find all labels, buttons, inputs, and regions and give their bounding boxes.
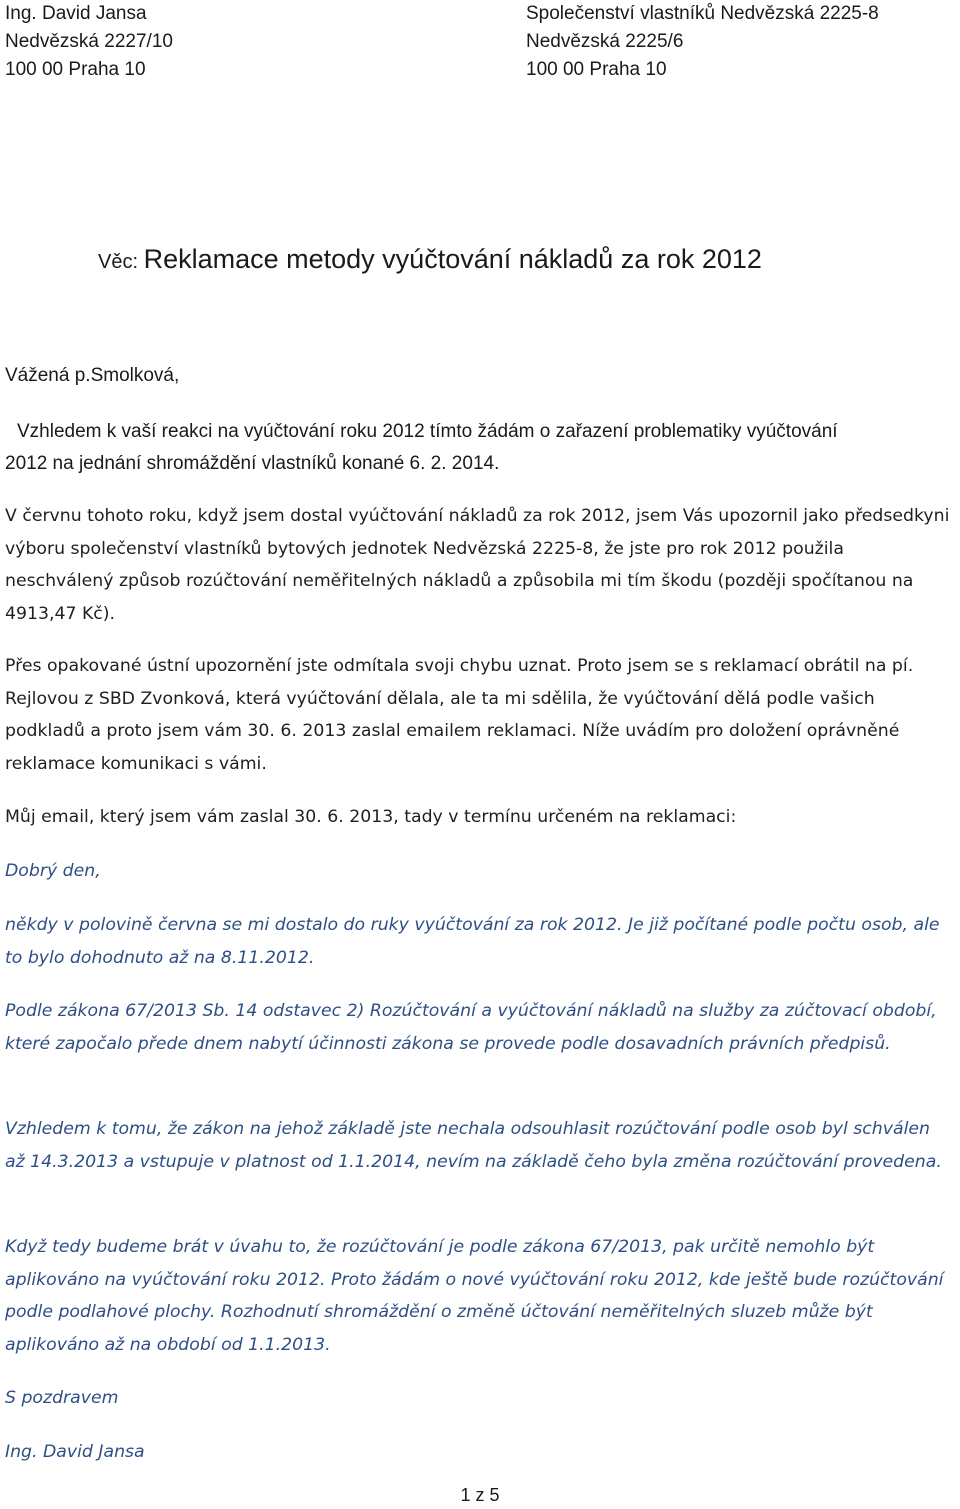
subject-line — [98, 244, 762, 275]
email-salutation: Dobrý den, — [5, 861, 101, 881]
paragraph-june-notice: V červnu tohoto roku, když jsem dostal vyúčtování nákladů za rok 2012, jsem Vás upozornil jako předsedkyni výboru společenství vlastníků bytových jednotek Nedvězská 2225-8, že jste pro rok 2012 použila neschválený způsob rozúčtování neměřitelných nákladů a způsobila mi tím škodu (později spočítanou na 4913,47 Kč). — [5, 506, 950, 624]
greeting: Vážená p.Smolková, — [5, 365, 180, 386]
intro-line-1: Vzhledem k vaší reakci na vyúčtování roku 2012 tímto žádám o zařazení problematiky vyúčtování — [17, 421, 838, 442]
recipient-name: Společenství vlastníků Nedvězská 2225-8 — [526, 3, 879, 24]
email-paragraph-3: Vzhledem k tomu, že zákon na jehož základě jste nechala odsouhlasit rozúčtování podle osob byl schválen až 14.3.2013 a vstupuje v platnost od 1.1.2014, nevím na základě čeho byla změna rozúčtování provedena. — [5, 1119, 942, 1172]
email-closing: S pozdravem — [5, 1388, 119, 1408]
email-paragraph-1: někdy v polovině června se mi dostalo do ruky vyúčtování za rok 2012. Je již počítané podle počtu osob, ale to bylo dohodnuto až na 8.11.2012. — [5, 915, 940, 968]
email-signature: Ing. David Jansa — [5, 1442, 145, 1462]
paragraph-complaint: Přes opakované ústní upozornění jste odmítala svoji chybu uznat. Proto jsem se s reklamací obrátil na pí. Rejlovou z SBD Zvonková, která vyúčtování dělala, ale ta mi sdělila, že vyúčtování dělá podle vašich podkladů a proto jsem vám 30. 6. 2013 zaslal emailem reklamaci. Níže uvádím pro doložení oprávněné reklamace komunikaci s vámi. — [5, 656, 914, 774]
sender-street: Nedvězská 2227/10 — [5, 31, 173, 52]
intro-paragraph — [5, 416, 950, 480]
recipient-street: Nedvězská 2225/6 — [526, 31, 684, 52]
email-paragraph-2: Podle zákona 67/2013 Sb. 14 odstavec 2) Rozúčtování a vyúčtování nákladů na služby za zúčtovací období, které započalo přede dnem nabytí účinnosti zákona se provede podle dosavadních právních předpisů. — [5, 1001, 937, 1054]
sender-name: Ing. David Jansa — [5, 3, 147, 24]
subject-label: Věc: — [98, 251, 144, 273]
email-paragraph-4: Když tedy budeme brát v úvahu to, že rozúčtování je podle zákona 67/2013, pak určitě nemohlo být aplikováno na vyúčtování roku 2012. Proto žádám o nové vyúčtování roku 2012, kde ještě bude rozúčtování podle podlahové plochy. Rozhodnutí shromáždění o změně účtování neměřitelných sluzeb může být aplikováno až na období od 1.1.2013. — [5, 1237, 944, 1355]
sender-city: 100 00 Praha 10 — [5, 59, 146, 80]
intro-line-2: 2012 na jednání shromáždění vlastníků konané 6. 2. 2014. — [5, 453, 500, 474]
sender-address — [5, 0, 173, 84]
page-number: 1 z 5 — [460, 1485, 500, 1505]
recipient-address — [526, 0, 879, 84]
paragraph-email-intro: Můj email, který jsem vám zaslal 30. 6. 2013, tady v termínu určeném na reklamaci: — [5, 807, 737, 827]
recipient-city: 100 00 Praha 10 — [526, 59, 667, 80]
subject-title: Reklamace metody vyúčtování nákladů za rok 2012 — [143, 244, 762, 274]
